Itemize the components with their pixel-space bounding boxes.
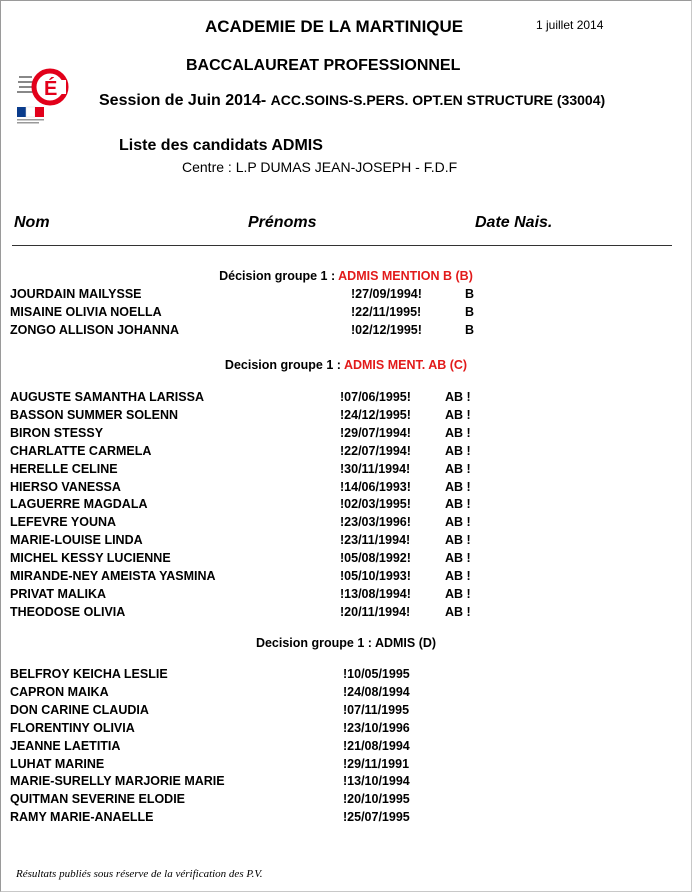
candidate-mention: AB ! xyxy=(445,425,471,440)
candidate-name: ZONGO ALLISON JOHANNA xyxy=(10,322,179,337)
candidate-name: PRIVAT MALIKA xyxy=(10,586,107,601)
specialty-label: ACC.SOINS-S.PERS. OPT.EN STRUCTURE (33004) xyxy=(270,92,606,108)
session-line xyxy=(99,92,605,110)
candidate-name: CAPRON MAIKA xyxy=(10,684,109,699)
candidate-birthdate: !13/10/1994 xyxy=(343,774,410,789)
candidate-mention: AB ! xyxy=(445,407,471,422)
candidate-name: HIERSO VANESSA xyxy=(10,479,121,494)
header-divider xyxy=(12,245,672,246)
candidate-birthdate: !22/07/1994! xyxy=(340,443,411,458)
candidate-birthdate: !29/07/1994! xyxy=(340,425,411,440)
candidate-birthdate: !24/12/1995! xyxy=(340,407,411,422)
candidate-mention: AB ! xyxy=(445,551,471,566)
group-decision: ADMIS (D) xyxy=(374,636,437,650)
candidate-mention: AB ! xyxy=(445,586,471,601)
candidate-mention: AB ! xyxy=(445,461,471,476)
group-decision: ADMIS MENTION B (B) xyxy=(338,269,473,283)
candidate-birthdate: !14/06/1993! xyxy=(340,479,411,494)
candidate-name: LUHAT MARINE xyxy=(10,756,105,771)
group-decision: ADMIS MENT. AB (C) xyxy=(343,358,468,372)
candidate-mention: AB ! xyxy=(445,390,471,404)
candidate-mention: B xyxy=(465,287,475,301)
candidate-birthdate: !23/11/1994! xyxy=(340,533,411,548)
candidate-name: LEFEVRE YOUNA xyxy=(10,515,117,530)
candidate-birthdate: !20/11/1994! xyxy=(340,604,411,619)
candidate-birthdate: !25/07/1995 xyxy=(343,810,410,825)
candidate-birthdate: !07/06/1995! xyxy=(340,390,411,404)
candidate-birthdate: !24/08/1994 xyxy=(343,684,410,699)
footer-note: Résultats publiés sous réserve de la vérification des P.V. xyxy=(16,868,263,880)
candidate-birthdate: !20/10/1995 xyxy=(343,792,410,807)
candidate-name: HERELLE CELINE xyxy=(10,461,118,476)
candidate-name: RAMY MARIE-ANAELLE xyxy=(10,810,154,825)
document-date: 1 juillet 2014 xyxy=(536,18,604,32)
candidate-mention: AB ! xyxy=(445,443,471,458)
session-label: Session de Juin 2014- xyxy=(99,92,267,109)
candidate-mention: AB ! xyxy=(445,479,471,494)
academy-title: ACADEMIE DE LA MARTINIQUE xyxy=(205,17,464,36)
candidate-birthdate: !23/03/1996! xyxy=(340,515,411,530)
group-heading xyxy=(0,358,692,372)
candidate-mention: AB ! xyxy=(445,515,471,530)
candidate-birthdate: !13/08/1994! xyxy=(340,586,411,601)
group-label: Decision groupe 1 : xyxy=(224,358,344,372)
candidate-birthdate: !05/08/1992! xyxy=(340,551,411,566)
candidate-birthdate: !29/11/1991 xyxy=(343,756,410,771)
candidate-name: MISAINE OLIVIA NOELLA xyxy=(10,304,162,319)
group-label: Decision groupe 1 : xyxy=(255,636,375,650)
candidate-mention: B xyxy=(465,304,475,319)
candidate-name: JOURDAIN MAILYSSE xyxy=(10,287,142,301)
svg-text:É: É xyxy=(44,78,58,100)
group-label: Décision groupe 1 : xyxy=(219,269,339,283)
candidate-mention: AB ! xyxy=(445,533,471,548)
column-header-nom: Nom xyxy=(14,214,50,231)
candidate-name: BIRON STESSY xyxy=(10,425,104,440)
candidate-name: LAGUERRE MAGDALA xyxy=(10,497,148,512)
centre-label: Centre : L.P DUMAS JEAN-JOSEPH - F.D.F xyxy=(182,159,458,175)
candidate-name: MIRANDE-NEY AMEISTA YASMINA xyxy=(10,569,216,583)
column-header-prenoms: Prénoms xyxy=(248,214,317,231)
candidate-name: BELFROY KEICHA LESLIE xyxy=(10,667,168,681)
candidate-birthdate: !22/11/1995! xyxy=(351,304,422,319)
candidate-name: BASSON SUMMER SOLENN xyxy=(10,407,179,422)
candidate-name: THEODOSE OLIVIA xyxy=(10,604,126,619)
candidate-birthdate: !21/08/1994 xyxy=(343,738,410,753)
group-heading xyxy=(0,269,692,283)
candidate-birthdate: !27/09/1994! xyxy=(351,287,422,301)
candidate-name: AUGUSTE SAMANTHA LARISSA xyxy=(10,390,204,404)
candidate-birthdate: !10/05/1995 xyxy=(343,667,410,681)
column-header-date: Date Nais. xyxy=(475,214,553,231)
group-heading xyxy=(0,636,692,650)
candidate-mention: AB ! xyxy=(445,569,471,583)
candidate-birthdate: !05/10/1993! xyxy=(340,569,411,583)
candidate-mention: AB ! xyxy=(445,497,471,512)
candidate-mention: B xyxy=(465,322,475,337)
ministere-education-nationale-logo xyxy=(14,60,76,130)
candidate-name: FLORENTINY OLIVIA xyxy=(10,720,135,735)
candidate-name: JEANNE LAETITIA xyxy=(10,738,121,753)
list-title: Liste des candidats ADMIS xyxy=(119,137,323,154)
candidate-birthdate: !23/10/1996 xyxy=(343,720,410,735)
candidate-birthdate: !07/11/1995 xyxy=(343,702,410,717)
candidate-name: DON CARINE CLAUDIA xyxy=(10,702,149,717)
candidate-birthdate: !02/12/1995! xyxy=(351,322,422,337)
candidate-birthdate: !30/11/1994! xyxy=(340,461,411,476)
candidate-name: QUITMAN SEVERINE ELODIE xyxy=(10,792,186,807)
candidate-mention: AB ! xyxy=(445,604,471,619)
candidate-name: CHARLATTE CARMELA xyxy=(10,443,152,458)
candidate-name: MARIE-LOUISE LINDA xyxy=(10,533,143,548)
exam-title: BACCALAUREAT PROFESSIONNEL xyxy=(186,57,461,74)
candidate-name: MARIE-SURELLY MARJORIE MARIE xyxy=(10,774,225,789)
candidate-name: MICHEL KESSY LUCIENNE xyxy=(10,551,171,566)
candidate-birthdate: !02/03/1995! xyxy=(340,497,411,512)
